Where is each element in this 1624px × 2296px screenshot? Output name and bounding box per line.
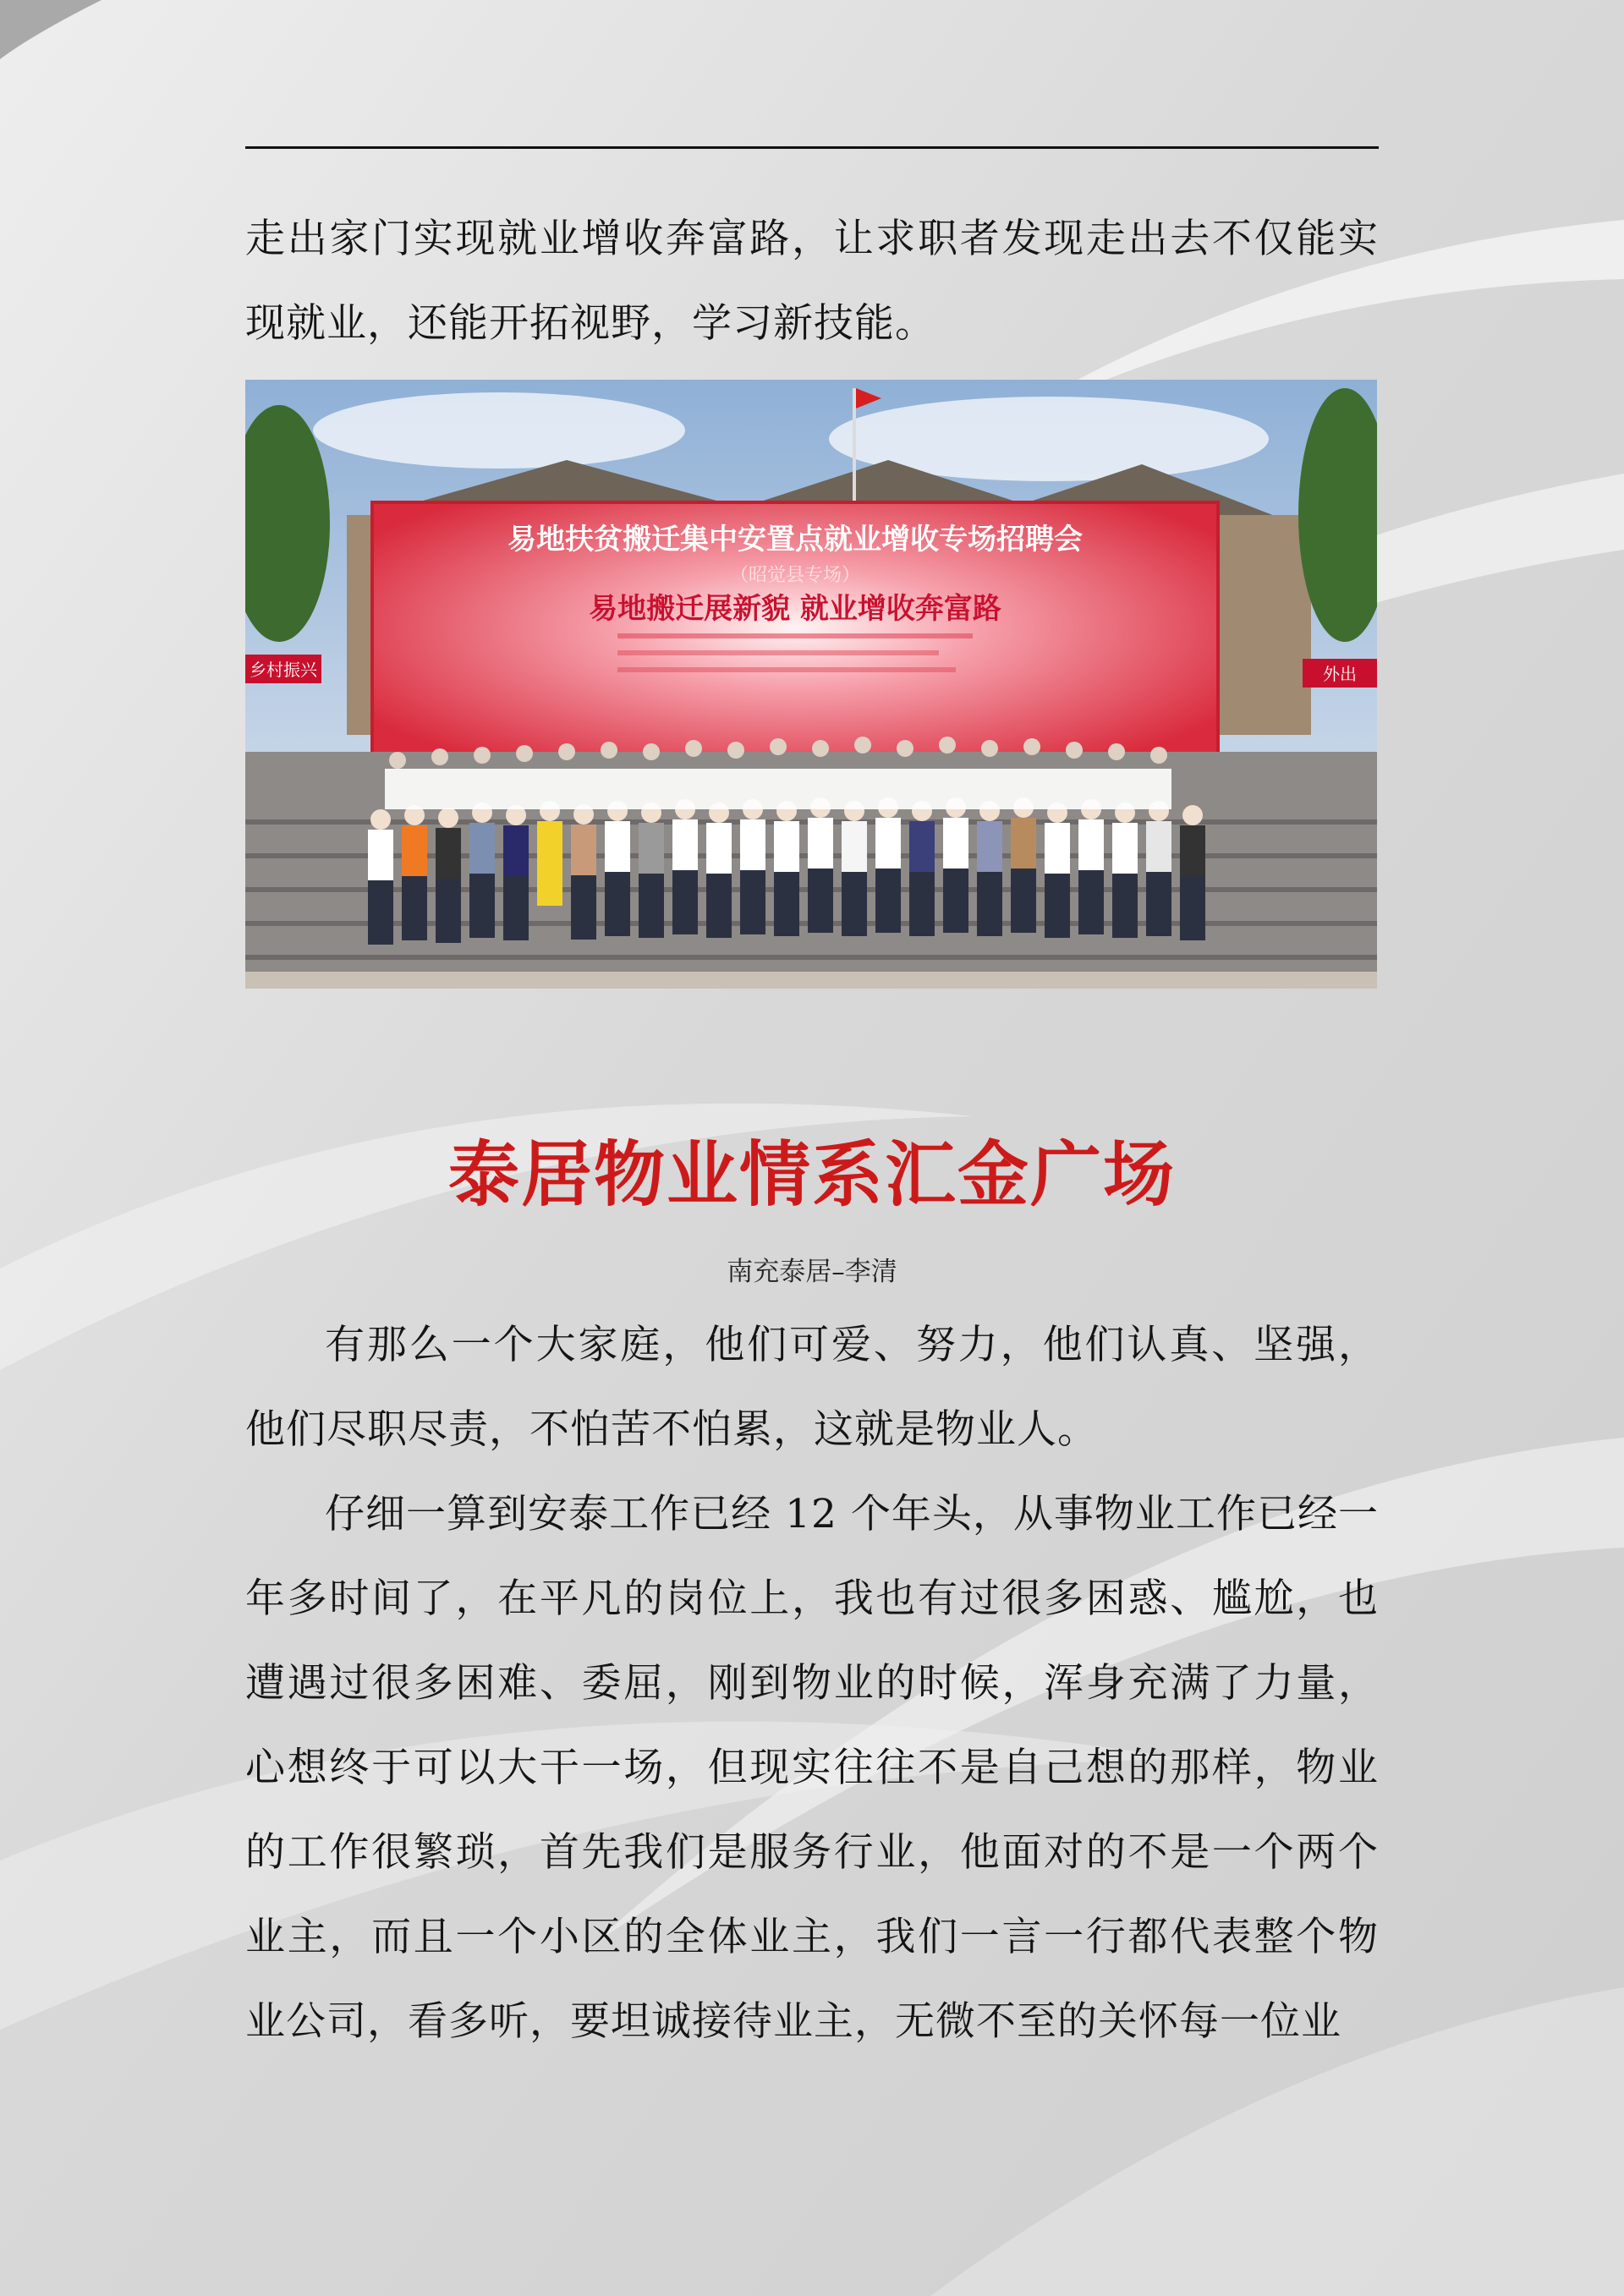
- banner-subtitle: （昭觉县专场）: [729, 565, 861, 586]
- side-sign-right: 外出: [1323, 664, 1357, 684]
- article-byline: 南充泰居–李清: [727, 1257, 897, 1287]
- banner-slogan: 易地搬迁展新貌 就业增收奔富路: [589, 592, 1001, 626]
- article-paragraph: 仔细一算到安泰工作已经 12 个年头，从事物业工作已经一年多时间了，在平凡的岗位上，我也有过很多困惑、尴尬，也遭遇过很多困难、委屈，刚到物业的时候，浑身充满了力量，心想终于可以大干一场，但现实往往不是自己想的那样，物业的工作很繁琐，首先我们是服务行业，他面对的不是一个两个业主，而且一个小区的全体业主，我们一言一行都代表整个物业公司，看多听，要坦诚接待业主，无微不至的关怀每一位业: [245, 1491, 1379, 2045]
- header-rule: [245, 146, 1379, 149]
- side-sign-left: 乡村振兴: [250, 660, 317, 680]
- intro-paragraph: 走出家门实现就业增收奔富路，让求职者发现走出去不仅能实现就业，还能开拓视野，学习新技能。: [245, 216, 1379, 347]
- article-title: 泰居物业情系汇金广场: [447, 1132, 1176, 1216]
- job-fair-group-photo: [245, 380, 1377, 989]
- article-paragraph: 有那么一个大家庭，他们可爱、努力，他们认真、坚强，他们尽职尽责，不怕苦不怕累，这就是物业人。: [245, 1322, 1379, 1453]
- banner-title: 易地扶贫搬迁集中安置点就业增收专场招聘会: [508, 523, 1083, 556]
